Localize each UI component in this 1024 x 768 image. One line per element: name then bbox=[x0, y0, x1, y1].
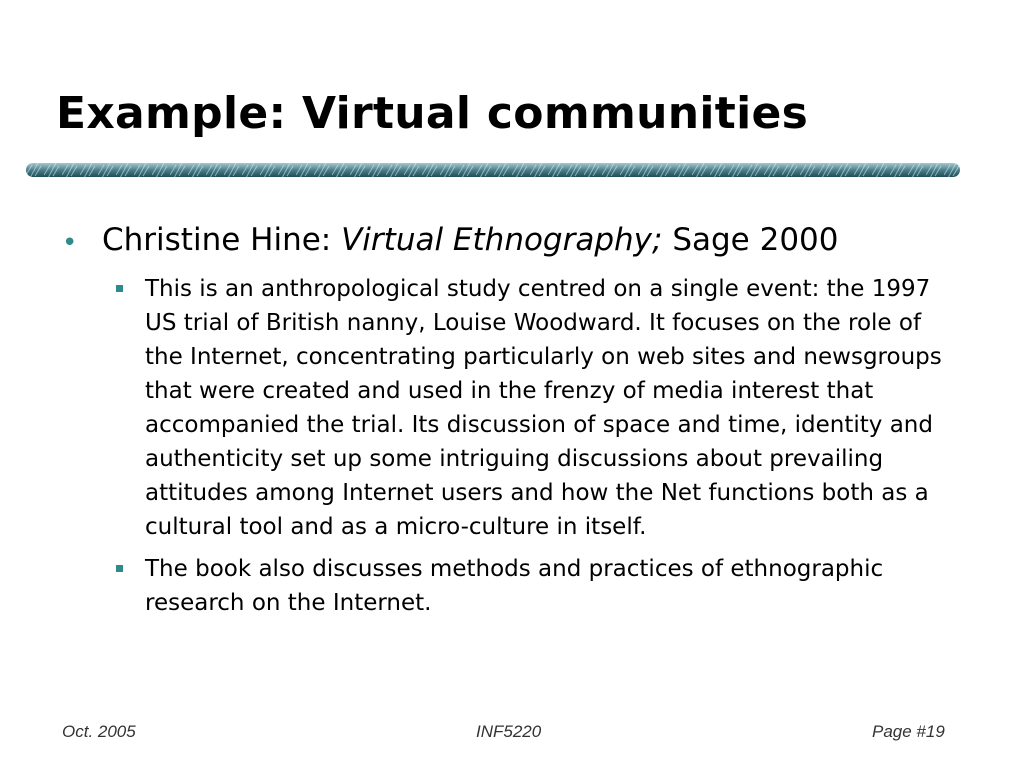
sub-bullet-list bbox=[116, 272, 966, 628]
list-item bbox=[116, 272, 966, 544]
sub-bullet-text: The book also discusses methods and practices of ethnographic research on the Internet. bbox=[145, 556, 884, 616]
bullet-dot: • bbox=[62, 228, 78, 258]
square-bullet-icon bbox=[116, 285, 123, 292]
list-item bbox=[116, 552, 966, 620]
main-bullet-text bbox=[102, 222, 839, 258]
author-label: Christine Hine: bbox=[102, 222, 342, 258]
book-title: Virtual Ethnography; bbox=[341, 222, 663, 258]
publisher-year: Sage 2000 bbox=[662, 222, 839, 258]
slide-title: Example: Virtual communities bbox=[56, 88, 809, 139]
square-bullet-icon bbox=[116, 565, 123, 572]
sub-bullet-text: This is an anthropological study centred on a single event: the 1997 US trial of British nanny, Louise Woodward. It focuses on the role of the Internet, concentrating particularly on web sites and newsgroups that were created and used in the frenzy of media interest that accompanied the trial. Its discussion of space and time, identity and authenticity set up some intriguing discussions about prevailing attitudes among Internet users and how the Net functions both as a cultural tool and as a micro-culture in itself. bbox=[145, 276, 942, 540]
title-divider-rule bbox=[26, 161, 960, 179]
footer-date: Oct. 2005 bbox=[62, 722, 136, 741]
footer-course: INF5220 bbox=[476, 722, 542, 741]
footer-page-number: Page #19 bbox=[872, 722, 945, 741]
